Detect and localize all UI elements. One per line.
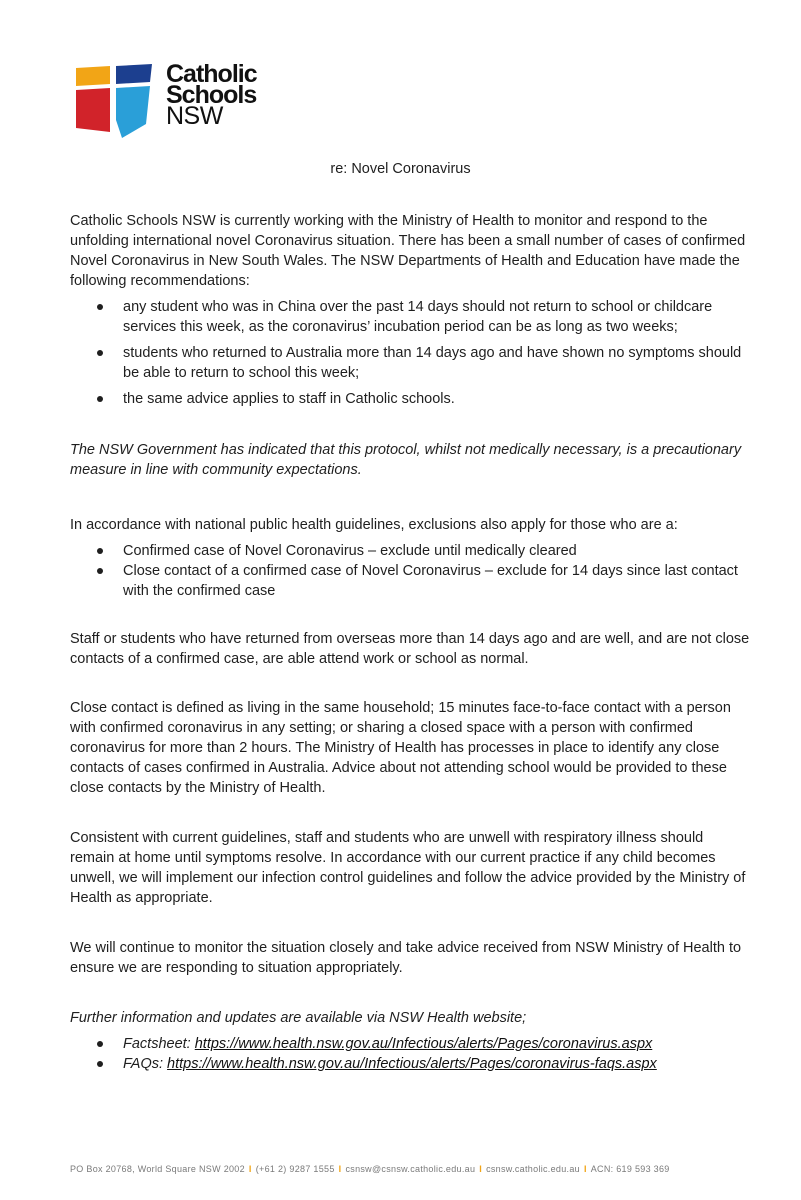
footer-separator: I <box>479 1164 483 1174</box>
further-info: Further information and updates are available via NSW Health website; <box>70 1010 527 1026</box>
logo-text-catholic: Catholic <box>166 60 257 88</box>
list-item: students who returned to Australia more than 14 days ago and have shown no symptoms should be able to return to school this week; <box>70 343 750 383</box>
exclusions-list <box>70 541 750 601</box>
footer-address: PO Box 20768, World Square NSW 2002 <box>70 1164 245 1174</box>
footer <box>70 1164 750 1174</box>
guidelines-paragraph: Consistent with current guidelines, staff and students who are unwell with respiratory illness should remain at home until symptoms resolve. In accordance with our current practice if any child becomes unwell, we will implement our infection control guidelines and follow the advice provided by the Ministry of Health as appropriate. <box>70 830 746 906</box>
factsheet-link[interactable]: https://www.health.nsw.gov.au/Infectious/alerts/Pages/coronavirus.aspx <box>194 1036 653 1052</box>
logo-wordmark <box>166 60 257 130</box>
intro-paragraph: Catholic Schools NSW is currently working with the Ministry of Health to monitor and respond to the unfolding international novel Coronavirus situation. There has been a small number of cases of confirmed Novel Coronavirus in New South Wales. The NSW Departments of Health and Education have made the following recommendations: <box>70 213 746 289</box>
list-item <box>70 1054 750 1074</box>
footer-email: csnsw@csnsw.catholic.edu.au <box>345 1164 476 1174</box>
faqs-link[interactable]: https://www.health.nsw.gov.au/Infectious/alerts/Pages/coronavirus-faqs.aspx <box>167 1056 657 1072</box>
catholic-schools-nsw-logo <box>76 60 276 140</box>
list-item: Close contact of a confirmed case of Novel Coronavirus – exclude for 14 days since last contact with the confirmed case <box>70 561 750 601</box>
links-list <box>70 1034 750 1074</box>
government-note: The NSW Government has indicated that this protocol, whilst not medically necessary, is a precautionary measure in line with community expectations. <box>70 442 742 478</box>
list-item: Confirmed case of Novel Coronavirus – exclude until medically cleared <box>70 541 750 561</box>
footer-separator: I <box>583 1164 587 1174</box>
footer-separator: I <box>248 1164 252 1174</box>
recommendations-list <box>70 297 750 409</box>
letter-body <box>70 211 750 1074</box>
overseas-paragraph: Staff or students who have returned from overseas more than 14 days ago and are well, and are not close contacts of a confirmed case, are able attend work or school as normal. <box>70 631 750 667</box>
list-item <box>70 1034 750 1054</box>
list-item: any student who was in China over the past 14 days should not return to school or childcare services this week, as the coronavirus’ incubation period can be as long as two weeks; <box>70 297 750 337</box>
footer-website: csnsw.catholic.edu.au <box>486 1164 580 1174</box>
footer-acn: ACN: 619 593 369 <box>590 1164 670 1174</box>
factsheet-label: Factsheet: <box>123 1036 195 1052</box>
logo-text-schools: Schools <box>166 81 257 109</box>
close-contact-paragraph: Close contact is defined as living in the same household; 15 minutes face-to-face contact with a person with confirmed coronavirus in any setting; or sharing a closed space with a person with confirmed coronavirus for more than 2 hours. The Ministry of Health has processes in place to identify any close contacts of cases confirmed in Australia. Advice about not attending school would be provided to these close contacts by the Ministry of Health. <box>70 700 731 796</box>
footer-separator: I <box>338 1164 342 1174</box>
logo-cross-icon <box>76 64 154 140</box>
subject-line: re: Novel Coronavirus <box>330 161 471 177</box>
exclusions-intro: In accordance with national public health guidelines, exclusions also apply for those who are a: <box>70 517 678 533</box>
monitor-paragraph: We will continue to monitor the situation closely and take advice received from NSW Ministry of Health to ensure we are responding to situation appropriately. <box>70 940 742 976</box>
faqs-label: FAQs: <box>123 1056 168 1072</box>
list-item: the same advice applies to staff in Catholic schools. <box>70 389 750 409</box>
logo-text-nsw: NSW <box>166 102 223 130</box>
footer-phone: (+61 2) 9287 1555 <box>255 1164 335 1174</box>
